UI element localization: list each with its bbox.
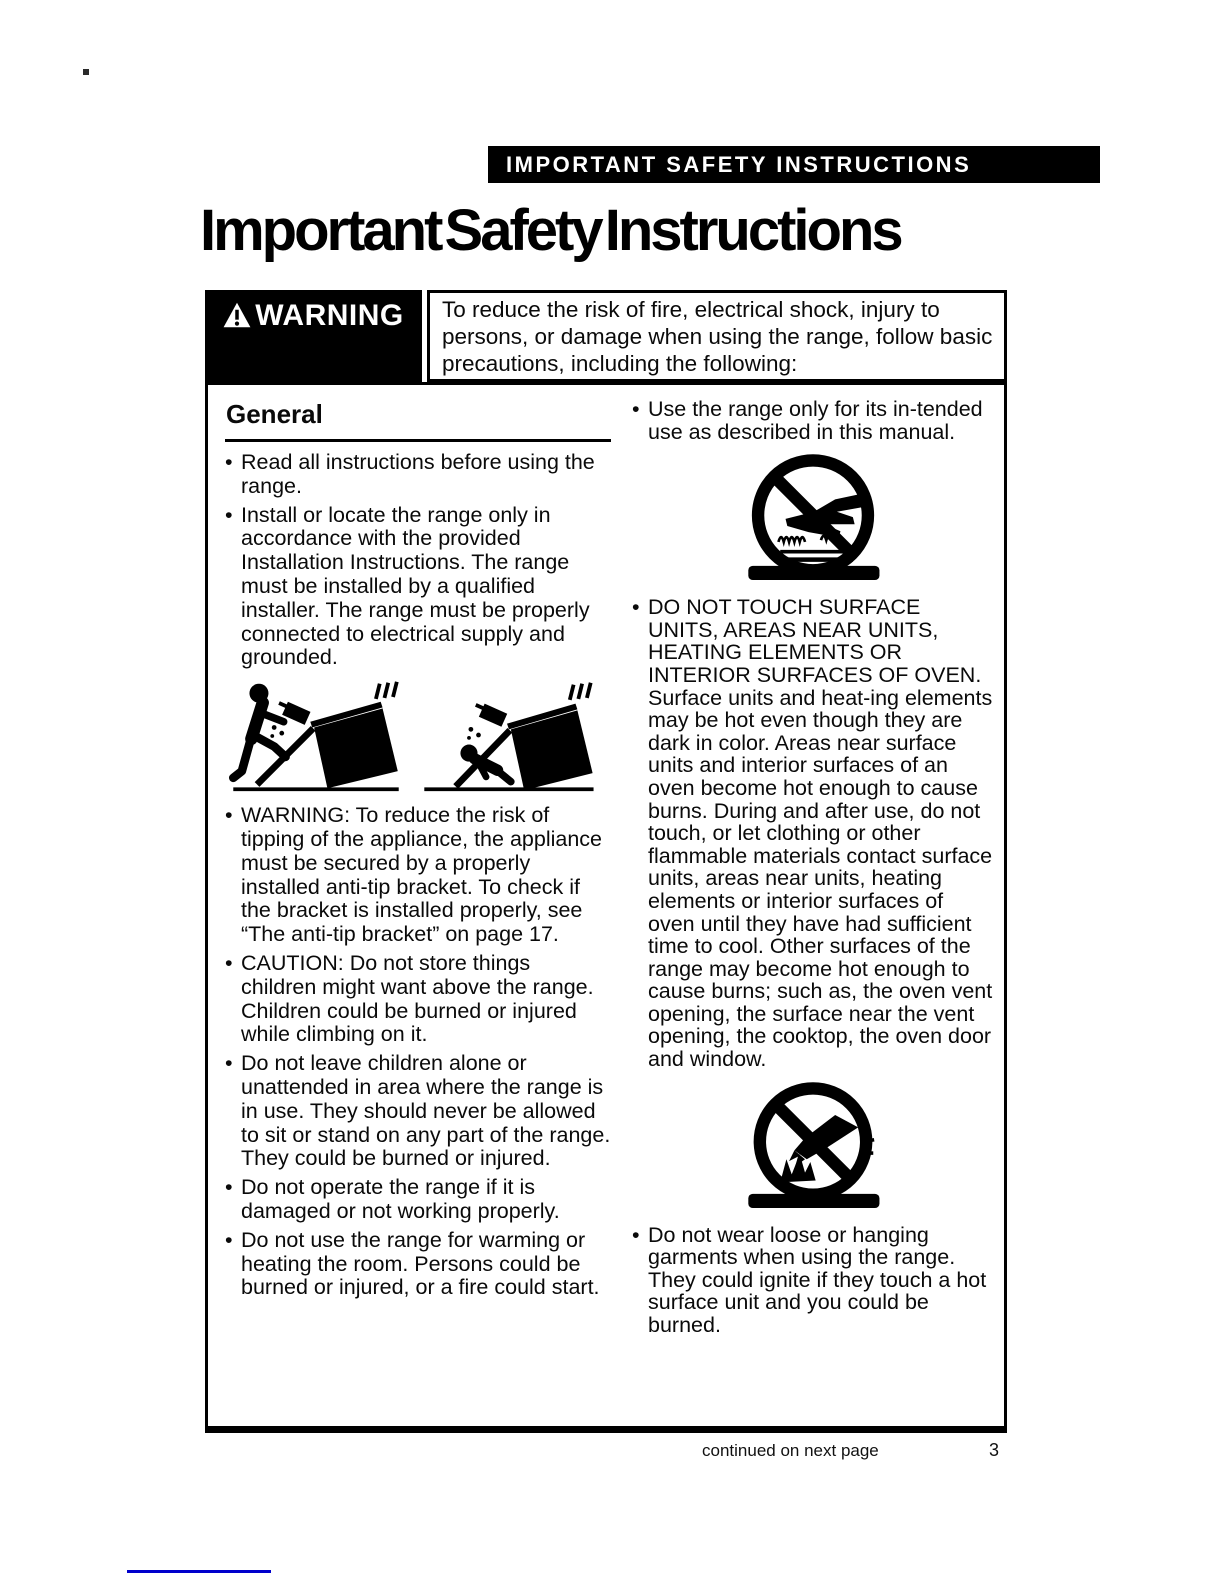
bullet-dot: • bbox=[225, 502, 233, 527]
list-item-text: Do not wear loose or hanging garments when using the range. They could ignite if they touch a hot surface unit and you could be burned. bbox=[648, 1222, 987, 1338]
list-item-text: WARNING: To reduce the risk of tipping of the appliance, the appliance must be secured by a properly installed anti-tip bracket. To check if the bracket is installed properly, see “The anti-tip bracket” on page 17. bbox=[241, 803, 602, 947]
warning-label-text: WARNING bbox=[255, 299, 404, 332]
page-title: Important Safety Instructions bbox=[200, 198, 901, 263]
no-loose-garments-icon bbox=[723, 1076, 903, 1216]
list-item bbox=[225, 1176, 611, 1224]
list-item bbox=[225, 1229, 611, 1300]
list-item bbox=[225, 804, 611, 947]
person-stepping-on-oven-door-icon bbox=[225, 678, 407, 794]
safety-instructions-box bbox=[205, 382, 1007, 1433]
list-item-text: DO NOT TOUCH SURFACE UNITS, AREAS NEAR UNITS, HEATING ELEMENTS OR INTERIOR SURFACES OF OVEN. Surface units and heat-ing elements may be hot even though they are dark in color. Areas near surface units and interior surfaces of an oven become hot enough to cause burns. During and after use, do not touch, or let clothing or other flammable materials contact surface units, areas near units, heating elements or interior surfaces of oven until they have had sufficient time to cool. Other surfaces of the range may become hot enough to cause burns; such as, the oven vent opening, the surface near the vent opening, the cooktop, the oven door and window. bbox=[648, 595, 993, 1072]
list-item bbox=[225, 504, 611, 671]
list-item-text: CAUTION: Do not store things children might want above the range. Children could be burned or injured while climbing on it. bbox=[241, 950, 594, 1047]
bullet-dot: • bbox=[225, 450, 233, 474]
scan-speck bbox=[83, 69, 89, 75]
warning-header-box bbox=[205, 290, 1007, 382]
warning-body-text: To reduce the risk of fire, electrical shock, injury to persons, or damage when using the range, follow basic precautions, including the following: bbox=[427, 290, 1007, 382]
child-climbing-on-oven-door-icon bbox=[415, 678, 600, 794]
list-item bbox=[632, 596, 994, 1070]
right-column bbox=[632, 398, 994, 1426]
list-item bbox=[225, 451, 611, 499]
list-item bbox=[632, 1224, 994, 1337]
bullet-dot: • bbox=[632, 397, 640, 421]
blue-underline-mark bbox=[127, 1570, 271, 1573]
list-item bbox=[225, 952, 611, 1047]
list-item-text: Do not use the range for warming or heating the room. Persons could be burned or injured, or a fire could start. bbox=[241, 1227, 600, 1300]
list-item-text: Read all instructions before using the range. bbox=[241, 450, 595, 498]
list-item-text: Use the range only for its in-tended use as described in this manual. bbox=[648, 397, 983, 444]
bullet-dot: • bbox=[225, 950, 233, 975]
left-column bbox=[225, 398, 611, 1426]
bullet-dot: • bbox=[225, 1051, 233, 1076]
section-banner: IMPORTANT SAFETY INSTRUCTIONS bbox=[488, 146, 1100, 183]
bullet-dot: • bbox=[225, 1175, 233, 1200]
list-item bbox=[632, 398, 994, 443]
warning-triangle-icon bbox=[223, 302, 251, 328]
page-number: 3 bbox=[989, 1440, 1000, 1460]
continued-note: continued on next page bbox=[702, 1441, 879, 1460]
bullet-dot: • bbox=[632, 1222, 640, 1247]
list-item-text: Do not operate the range if it is damaged or not working properly. bbox=[241, 1175, 560, 1223]
no-touching-hot-cooktop-icon bbox=[723, 448, 903, 588]
warning-label bbox=[205, 290, 422, 382]
bullet-dot: • bbox=[225, 1227, 233, 1252]
list-item-text: Install or locate the range only in accordance with the provided Installation Instructions. The range must be installed by a qualified installer. The range must be properly connected to electrical supply and grounded. bbox=[241, 502, 590, 670]
list-item bbox=[225, 1052, 611, 1171]
tip-over-illustration bbox=[225, 678, 611, 794]
bullet-dot: • bbox=[632, 595, 640, 620]
general-section-heading: General bbox=[225, 398, 611, 442]
list-item-text: Do not leave children alone or unattended in area where the range is in use. They should never be allowed to sit or stand on any part of the range. They could be burned or injured. bbox=[241, 1051, 611, 1171]
bullet-dot: • bbox=[225, 803, 233, 828]
